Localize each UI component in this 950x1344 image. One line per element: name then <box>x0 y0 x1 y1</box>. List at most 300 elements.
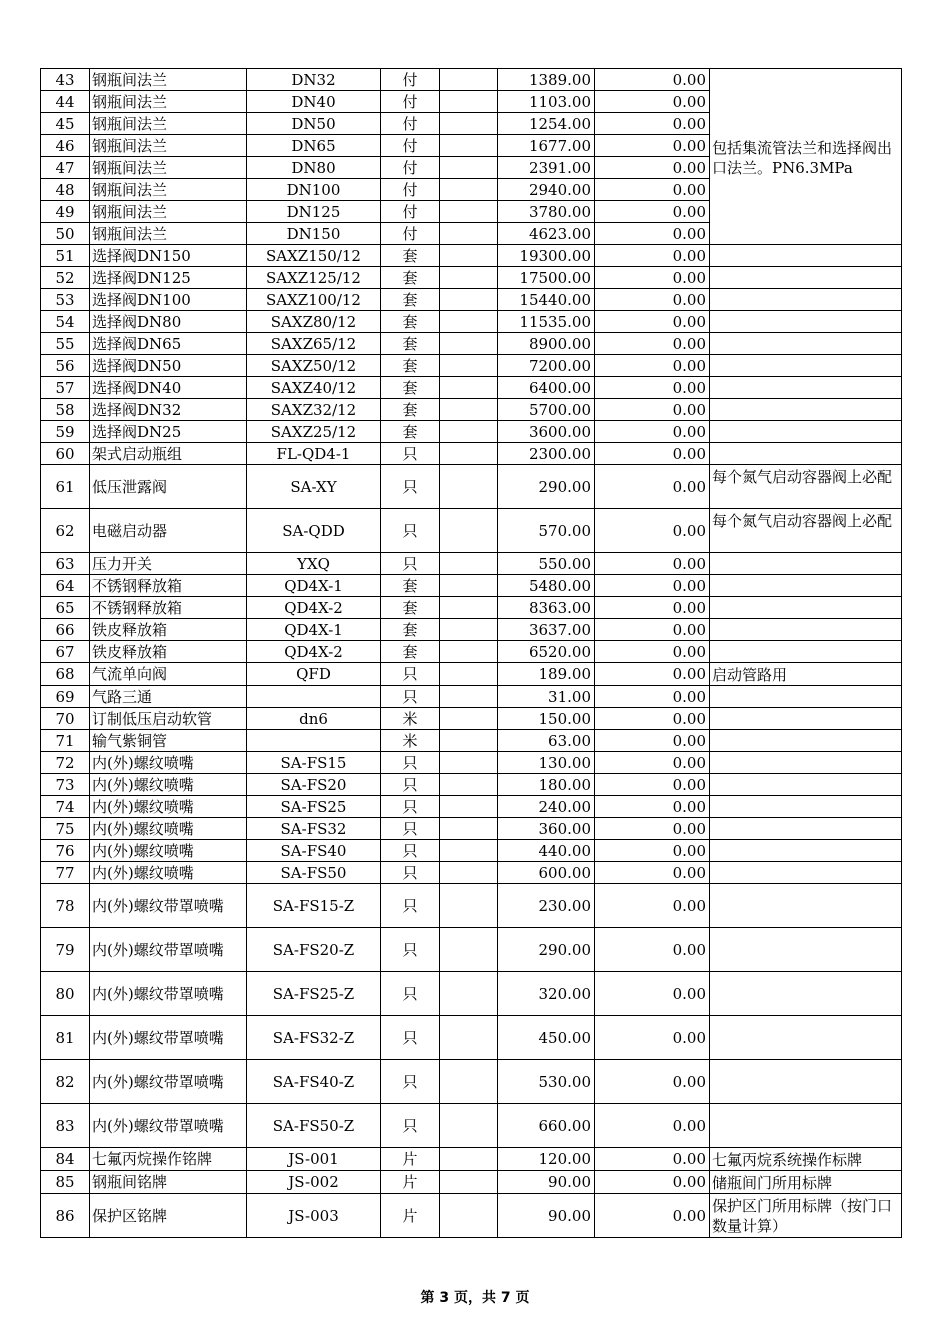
cell-name: 钢瓶间法兰 <box>90 113 247 135</box>
cell-no: 70 <box>41 708 90 730</box>
cell-name: 钢瓶间法兰 <box>90 179 247 201</box>
cell-no: 83 <box>41 1104 90 1148</box>
cell-remark <box>710 1104 902 1148</box>
cell-no: 82 <box>41 1060 90 1104</box>
cell-unit: 只 <box>381 509 440 553</box>
cell-total: 0.00 <box>595 311 710 333</box>
cell-price: 189.00 <box>498 663 595 686</box>
cell-model: SAXZ100/12 <box>247 289 381 311</box>
cell-total: 0.00 <box>595 619 710 641</box>
cell-no: 58 <box>41 399 90 421</box>
cell-total: 0.00 <box>595 818 710 840</box>
cell-unit: 套 <box>381 377 440 399</box>
cell-total: 0.00 <box>595 1060 710 1104</box>
cell-unit: 只 <box>381 686 440 708</box>
cell-total: 0.00 <box>595 179 710 201</box>
table-row <box>41 619 902 641</box>
cell-qty <box>440 465 498 509</box>
cell-unit: 米 <box>381 730 440 752</box>
cell-no: 81 <box>41 1016 90 1060</box>
cell-unit: 只 <box>381 796 440 818</box>
cell-model: SA-FS25-Z <box>247 972 381 1016</box>
cell-total: 0.00 <box>595 421 710 443</box>
cell-name: 内(外)螺纹带罩喷嘴 <box>90 1104 247 1148</box>
cell-remark: 每个氮气启动容器阀上必配 <box>710 465 902 509</box>
cell-qty <box>440 289 498 311</box>
cell-model: SA-FS50 <box>247 862 381 884</box>
cell-price: 600.00 <box>498 862 595 884</box>
cell-total: 0.00 <box>595 267 710 289</box>
cell-total: 0.00 <box>595 399 710 421</box>
cell-no: 55 <box>41 333 90 355</box>
cell-price: 550.00 <box>498 553 595 575</box>
cell-total: 0.00 <box>595 509 710 553</box>
cell-remark <box>710 355 902 377</box>
table-row <box>41 818 902 840</box>
cell-qty <box>440 575 498 597</box>
cell-qty <box>440 245 498 267</box>
cell-qty <box>440 223 498 245</box>
cell-no: 59 <box>41 421 90 443</box>
table-row <box>41 1194 902 1238</box>
cell-unit: 套 <box>381 597 440 619</box>
cell-unit: 付 <box>381 223 440 245</box>
cell-remark <box>710 1060 902 1104</box>
cell-remark <box>710 928 902 972</box>
cell-price: 570.00 <box>498 509 595 553</box>
cell-unit: 只 <box>381 663 440 686</box>
cell-model: DN65 <box>247 135 381 157</box>
cell-no: 64 <box>41 575 90 597</box>
cell-remark <box>710 289 902 311</box>
cell-price: 530.00 <box>498 1060 595 1104</box>
table-row <box>41 509 902 553</box>
cell-total: 0.00 <box>595 443 710 465</box>
cell-no: 49 <box>41 201 90 223</box>
cell-no: 56 <box>41 355 90 377</box>
cell-total: 0.00 <box>595 796 710 818</box>
cell-name: 钢瓶间法兰 <box>90 223 247 245</box>
cell-unit: 只 <box>381 818 440 840</box>
cell-model: QD4X-1 <box>247 575 381 597</box>
cell-model: SAXZ65/12 <box>247 333 381 355</box>
table-row <box>41 1104 902 1148</box>
cell-name: 钢瓶间法兰 <box>90 157 247 179</box>
cell-no: 84 <box>41 1148 90 1171</box>
cell-no: 75 <box>41 818 90 840</box>
cell-remark <box>710 972 902 1016</box>
cell-total: 0.00 <box>595 289 710 311</box>
cell-qty <box>440 796 498 818</box>
cell-model: SA-FS32 <box>247 818 381 840</box>
cell-qty <box>440 311 498 333</box>
cell-no: 57 <box>41 377 90 399</box>
cell-qty <box>440 267 498 289</box>
cell-remark <box>710 752 902 774</box>
cell-name: 选择阀DN150 <box>90 245 247 267</box>
cell-price: 90.00 <box>498 1171 595 1194</box>
cell-price: 230.00 <box>498 884 595 928</box>
cell-name: 内(外)螺纹喷嘴 <box>90 796 247 818</box>
cell-qty <box>440 509 498 553</box>
cell-model: JS-001 <box>247 1148 381 1171</box>
cell-total: 0.00 <box>595 1104 710 1148</box>
cell-name: 内(外)螺纹喷嘴 <box>90 752 247 774</box>
cell-unit: 只 <box>381 884 440 928</box>
cell-no: 78 <box>41 884 90 928</box>
cell-model: YXQ <box>247 553 381 575</box>
cell-qty <box>440 179 498 201</box>
cell-model: FL-QD4-1 <box>247 443 381 465</box>
cell-total: 0.00 <box>595 862 710 884</box>
cell-remark <box>710 774 902 796</box>
cell-price: 150.00 <box>498 708 595 730</box>
cell-name: 内(外)螺纹带罩喷嘴 <box>90 972 247 1016</box>
cell-price: 6400.00 <box>498 377 595 399</box>
cell-model: SA-FS40 <box>247 840 381 862</box>
cell-total: 0.00 <box>595 377 710 399</box>
table-row <box>41 245 902 267</box>
table-row <box>41 730 902 752</box>
cell-remark <box>710 840 902 862</box>
cell-total: 0.00 <box>595 686 710 708</box>
table-row <box>41 1148 902 1171</box>
table-row <box>41 708 902 730</box>
cell-unit: 片 <box>381 1171 440 1194</box>
cell-model: DN150 <box>247 223 381 245</box>
cell-total: 0.00 <box>595 730 710 752</box>
cell-remark: 启动管路用 <box>710 663 902 686</box>
cell-no: 72 <box>41 752 90 774</box>
table-row <box>41 641 902 663</box>
cell-qty <box>440 443 498 465</box>
cell-name: 七氟丙烷操作铭牌 <box>90 1148 247 1171</box>
cell-remark <box>710 267 902 289</box>
cell-no: 48 <box>41 179 90 201</box>
cell-total: 0.00 <box>595 972 710 1016</box>
table-row <box>41 597 902 619</box>
cell-qty <box>440 1060 498 1104</box>
cell-qty <box>440 355 498 377</box>
cell-price: 450.00 <box>498 1016 595 1060</box>
cell-remark <box>710 443 902 465</box>
cell-remark <box>710 686 902 708</box>
cell-remark <box>710 597 902 619</box>
cell-price: 3780.00 <box>498 201 595 223</box>
cell-unit: 套 <box>381 355 440 377</box>
cell-remark <box>710 708 902 730</box>
cell-name: 选择阀DN65 <box>90 333 247 355</box>
table-row <box>41 972 902 1016</box>
cell-qty <box>440 928 498 972</box>
cell-unit: 只 <box>381 1104 440 1148</box>
cell-remark <box>710 377 902 399</box>
cell-price: 660.00 <box>498 1104 595 1148</box>
cell-total: 0.00 <box>595 135 710 157</box>
table-row <box>41 928 902 972</box>
cell-name: 压力开关 <box>90 553 247 575</box>
cell-model: SAXZ50/12 <box>247 355 381 377</box>
table-row <box>41 774 902 796</box>
cell-qty <box>440 641 498 663</box>
cell-remark <box>710 421 902 443</box>
cell-qty <box>440 399 498 421</box>
cell-name: 低压泄露阀 <box>90 465 247 509</box>
cell-no: 62 <box>41 509 90 553</box>
cell-price: 2391.00 <box>498 157 595 179</box>
cell-no: 51 <box>41 245 90 267</box>
cell-remark <box>710 730 902 752</box>
cell-qty <box>440 840 498 862</box>
cell-name: 选择阀DN25 <box>90 421 247 443</box>
table-row <box>41 575 902 597</box>
cell-total: 0.00 <box>595 1171 710 1194</box>
cell-name: 钢瓶间法兰 <box>90 135 247 157</box>
cell-unit: 片 <box>381 1148 440 1171</box>
cell-total: 0.00 <box>595 641 710 663</box>
cell-model: DN50 <box>247 113 381 135</box>
table-row <box>41 686 902 708</box>
cell-total: 0.00 <box>595 245 710 267</box>
table-row <box>41 1060 902 1104</box>
cell-remark <box>710 796 902 818</box>
table-row <box>41 840 902 862</box>
cell-name: 订制低压启动软管 <box>90 708 247 730</box>
cell-name: 内(外)螺纹带罩喷嘴 <box>90 884 247 928</box>
cell-total: 0.00 <box>595 928 710 972</box>
cell-model: SA-FS15-Z <box>247 884 381 928</box>
cell-model: SAXZ150/12 <box>247 245 381 267</box>
cell-no: 76 <box>41 840 90 862</box>
cell-price: 440.00 <box>498 840 595 862</box>
cell-total: 0.00 <box>595 840 710 862</box>
cell-qty <box>440 1016 498 1060</box>
table-row <box>41 884 902 928</box>
cell-model: SA-FS15 <box>247 752 381 774</box>
cell-model: SA-QDD <box>247 509 381 553</box>
cell-no: 74 <box>41 796 90 818</box>
cell-no: 77 <box>41 862 90 884</box>
table-row <box>41 1016 902 1060</box>
cell-unit: 只 <box>381 553 440 575</box>
cell-name: 内(外)螺纹喷嘴 <box>90 840 247 862</box>
cell-price: 1254.00 <box>498 113 595 135</box>
cell-unit: 付 <box>381 201 440 223</box>
cell-price: 120.00 <box>498 1148 595 1171</box>
cell-qty <box>440 708 498 730</box>
cell-price: 240.00 <box>498 796 595 818</box>
cell-price: 7200.00 <box>498 355 595 377</box>
cell-name: 内(外)螺纹带罩喷嘴 <box>90 928 247 972</box>
table-row <box>41 267 902 289</box>
cell-remark <box>710 884 902 928</box>
table-row <box>41 311 902 333</box>
cell-total: 0.00 <box>595 91 710 113</box>
cell-no: 67 <box>41 641 90 663</box>
cell-name: 铁皮释放箱 <box>90 641 247 663</box>
cell-remark <box>710 641 902 663</box>
cell-name: 钢瓶间法兰 <box>90 69 247 91</box>
cell-no: 73 <box>41 774 90 796</box>
cell-unit: 只 <box>381 862 440 884</box>
cell-unit: 付 <box>381 135 440 157</box>
cell-remark <box>710 399 902 421</box>
cell-price: 130.00 <box>498 752 595 774</box>
cell-unit: 套 <box>381 399 440 421</box>
table-row <box>41 69 902 91</box>
cell-price: 290.00 <box>498 465 595 509</box>
cell-price: 5480.00 <box>498 575 595 597</box>
cell-unit: 套 <box>381 311 440 333</box>
cell-price: 320.00 <box>498 972 595 1016</box>
cell-model: SA-FS20-Z <box>247 928 381 972</box>
cell-name: 内(外)螺纹喷嘴 <box>90 862 247 884</box>
cell-price: 31.00 <box>498 686 595 708</box>
cell-model: DN40 <box>247 91 381 113</box>
cell-model: JS-003 <box>247 1194 381 1238</box>
table-row <box>41 663 902 686</box>
cell-price: 17500.00 <box>498 267 595 289</box>
cell-model <box>247 686 381 708</box>
table-row <box>41 752 902 774</box>
cell-model: DN100 <box>247 179 381 201</box>
cell-name: 内(外)螺纹喷嘴 <box>90 818 247 840</box>
cell-name: 钢瓶间铭牌 <box>90 1171 247 1194</box>
cell-price: 1389.00 <box>498 69 595 91</box>
cell-price: 8900.00 <box>498 333 595 355</box>
cell-model: SA-FS25 <box>247 796 381 818</box>
cell-total: 0.00 <box>595 752 710 774</box>
cell-name: 选择阀DN80 <box>90 311 247 333</box>
cell-total: 0.00 <box>595 355 710 377</box>
cell-unit: 套 <box>381 245 440 267</box>
cell-model: QFD <box>247 663 381 686</box>
cell-price: 3600.00 <box>498 421 595 443</box>
cell-qty <box>440 972 498 1016</box>
table-row <box>41 377 902 399</box>
cell-unit: 套 <box>381 267 440 289</box>
cell-no: 65 <box>41 597 90 619</box>
cell-no: 50 <box>41 223 90 245</box>
cell-qty <box>440 862 498 884</box>
cell-model: SAXZ80/12 <box>247 311 381 333</box>
cell-total: 0.00 <box>595 201 710 223</box>
table-row <box>41 355 902 377</box>
cell-price: 8363.00 <box>498 597 595 619</box>
cell-total: 0.00 <box>595 553 710 575</box>
cell-qty <box>440 1104 498 1148</box>
cell-name: 不锈钢释放箱 <box>90 597 247 619</box>
cell-total: 0.00 <box>595 597 710 619</box>
cell-qty <box>440 774 498 796</box>
cell-qty <box>440 69 498 91</box>
cell-no: 47 <box>41 157 90 179</box>
cell-name: 选择阀DN40 <box>90 377 247 399</box>
cell-price: 11535.00 <box>498 311 595 333</box>
cell-qty <box>440 553 498 575</box>
cell-price: 3637.00 <box>498 619 595 641</box>
cell-unit: 套 <box>381 619 440 641</box>
cell-qty <box>440 333 498 355</box>
price-list-table <box>40 68 902 1238</box>
cell-model: SA-XY <box>247 465 381 509</box>
cell-name: 选择阀DN125 <box>90 267 247 289</box>
cell-unit: 套 <box>381 333 440 355</box>
cell-unit: 只 <box>381 1016 440 1060</box>
cell-no: 43 <box>41 69 90 91</box>
cell-total: 0.00 <box>595 1194 710 1238</box>
cell-model: SA-FS50-Z <box>247 1104 381 1148</box>
cell-remark <box>710 311 902 333</box>
cell-qty <box>440 1171 498 1194</box>
cell-no: 68 <box>41 663 90 686</box>
cell-name: 钢瓶间法兰 <box>90 201 247 223</box>
cell-price: 90.00 <box>498 1194 595 1238</box>
cell-name: 电磁启动器 <box>90 509 247 553</box>
cell-qty <box>440 619 498 641</box>
cell-model: SAXZ32/12 <box>247 399 381 421</box>
cell-price: 4623.00 <box>498 223 595 245</box>
cell-price: 15440.00 <box>498 289 595 311</box>
cell-qty <box>440 884 498 928</box>
table-row <box>41 862 902 884</box>
table-row <box>41 333 902 355</box>
cell-model: DN32 <box>247 69 381 91</box>
cell-unit: 只 <box>381 774 440 796</box>
cell-qty <box>440 377 498 399</box>
cell-total: 0.00 <box>595 157 710 179</box>
cell-total: 0.00 <box>595 1016 710 1060</box>
table-row <box>41 399 902 421</box>
table-row <box>41 443 902 465</box>
cell-name: 内(外)螺纹喷嘴 <box>90 774 247 796</box>
cell-no: 80 <box>41 972 90 1016</box>
cell-total: 0.00 <box>595 69 710 91</box>
table-row <box>41 1171 902 1194</box>
cell-no: 46 <box>41 135 90 157</box>
cell-price: 2300.00 <box>498 443 595 465</box>
cell-no: 45 <box>41 113 90 135</box>
cell-total: 0.00 <box>595 465 710 509</box>
cell-qty <box>440 1148 498 1171</box>
cell-name: 输气紫铜管 <box>90 730 247 752</box>
cell-name: 保护区铭牌 <box>90 1194 247 1238</box>
cell-unit: 付 <box>381 113 440 135</box>
cell-total: 0.00 <box>595 708 710 730</box>
cell-no: 86 <box>41 1194 90 1238</box>
cell-unit: 米 <box>381 708 440 730</box>
cell-name: 内(外)螺纹带罩喷嘴 <box>90 1016 247 1060</box>
cell-unit: 付 <box>381 179 440 201</box>
cell-name: 钢瓶间法兰 <box>90 91 247 113</box>
cell-total: 0.00 <box>595 333 710 355</box>
cell-name: 选择阀DN100 <box>90 289 247 311</box>
cell-remark <box>710 818 902 840</box>
table-row <box>41 465 902 509</box>
cell-unit: 只 <box>381 443 440 465</box>
cell-qty <box>440 1194 498 1238</box>
cell-remark: 储瓶间门所用标牌 <box>710 1171 902 1194</box>
cell-remark <box>710 619 902 641</box>
cell-total: 0.00 <box>595 774 710 796</box>
cell-unit: 付 <box>381 91 440 113</box>
cell-unit: 只 <box>381 752 440 774</box>
cell-remark <box>710 245 902 267</box>
cell-no: 85 <box>41 1171 90 1194</box>
cell-no: 63 <box>41 553 90 575</box>
cell-qty <box>440 91 498 113</box>
table-row <box>41 553 902 575</box>
